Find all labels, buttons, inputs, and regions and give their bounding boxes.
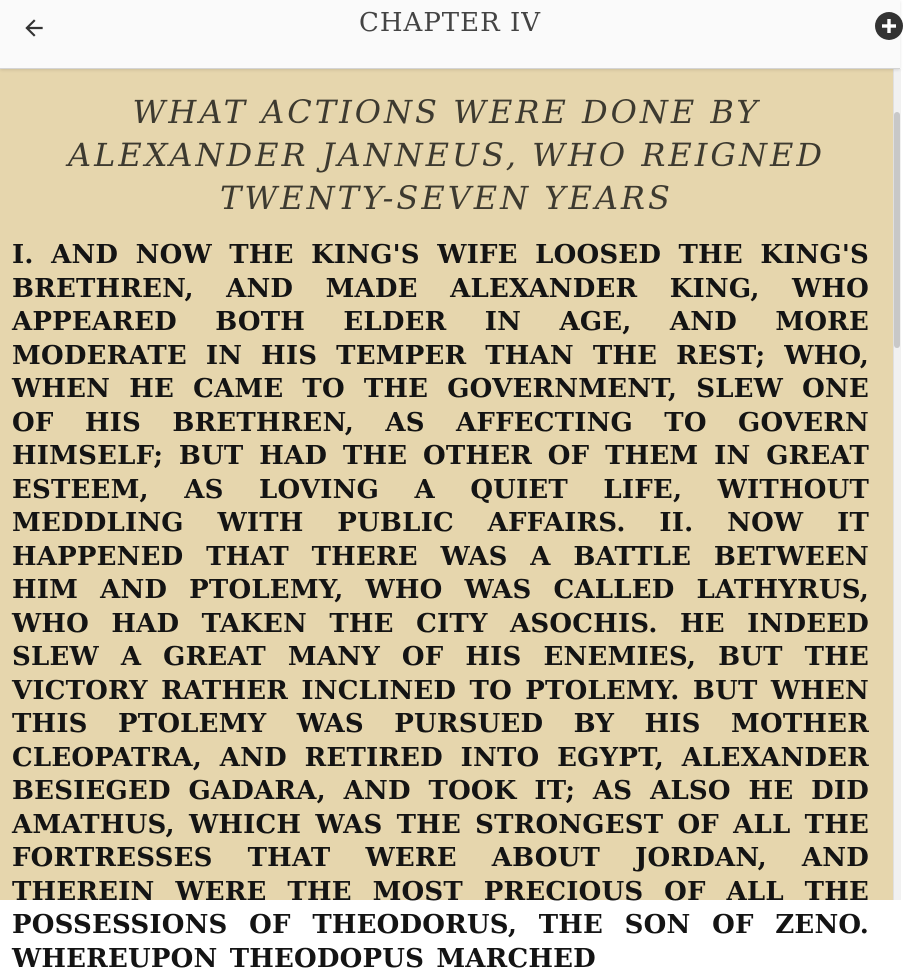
chapter-body-text: I. AND NOW THE KING'S WIFE LOOSED THE KING'S BRETHREN, AND MADE ALEXANDER KING, WHO APPEARED BOTH ELDER IN AGE, AND MORE MODERATE IN HIS TEMPER THAN THE REST; WHO, WHEN HE CAME TO THE GOVERNMENT, SLEW ONE OF HIS BRETHREN, AS AFFECTING TO GOVERN HIMSELF; BUT HAD THE OTHER OF THEM IN GREAT ESTEEM, AS LOVING A QUIET LIFE, WITHOUT MEDDLING WITH PUBLIC AFFAIRS. II. NOW IT HAPPENED THAT THERE WAS A BATTLE BETWEEN HIM AND PTOLEMY, WHO WAS CALLED LATHYRUS, WHO HAD TAKEN THE CITY ASOCHIS. HE INDEED SLEW A GREAT MANY OF HIS ENEMIES, BUT THE VICTORY RATHER INCLINED TO PTOLEMY. BUT WHEN THIS PTOLEMY WAS PURSUED BY HIS MOTHER CLEOPATRA, AND RETIRED INTO EGYPT, ALEXANDER BESIEGED GADARA, AND TOOK IT; AS ALSO HE DID AMATHUS, WHICH WAS THE STRONGEST OF ALL THE FORTRESSES THAT WERE ABOUT JORDAN, AND THEREIN WERE THE MOST PRECIOUS OF ALL THE POSSESSIONS OF THEODORUS, THE SON OF ZENO. WHEREUPON THEODOPUS MARCHED <box>12 240 869 974</box>
add-button[interactable] <box>874 11 906 43</box>
chapter-title: CHAPTER IV <box>358 8 542 38</box>
plus-circle-icon <box>874 11 904 41</box>
top-app-bar <box>0 0 900 69</box>
scrollbar-thumb[interactable] <box>894 112 900 348</box>
chapter-heading: WHAT ACTIONS WERE DONE BY ALEXANDER JANNEUS, WHO REIGNED TWENTY-SEVEN YEARS <box>67 93 825 217</box>
chapter-page[interactable] <box>0 69 893 974</box>
